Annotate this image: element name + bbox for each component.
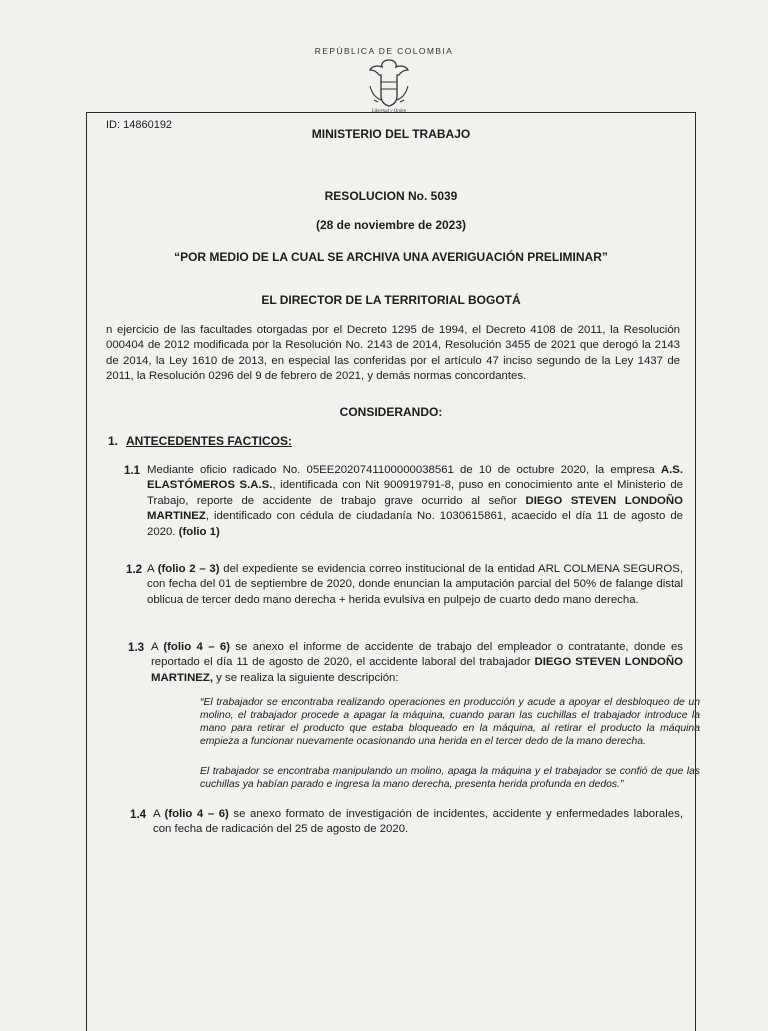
item-number: 1.1: [124, 464, 141, 477]
quote-paragraph-2: El trabajador se encontraba manipulando un molino, apaga la máquina y el trabajador se confió de que las cuchillas ya habían parado e ingresa la mano derecha, presenta herida profunda en dedos.”: [200, 766, 700, 790]
republica-header: REPÚBLICA DE COLOMBIA: [314, 46, 454, 56]
section-number: 1.: [108, 434, 119, 448]
motto-text: Libertad y Orden: [371, 109, 407, 114]
resolution-number: RESOLUCION No. 5039: [324, 189, 458, 203]
resolution-subject: “POR MEDIO DE LA CUAL SE ARCHIVA UNA AVERIGUACIÓN PRELIMINAR”: [174, 250, 608, 264]
paragraph-1-4: A (folio 4 – 6) se anexo formato de investigación de incidentes, accidente y enfermedades laborales, con fecha de radicación del 25 de agosto de 2020.: [153, 808, 683, 836]
intro-paragraph: n ejercicio de las facultades otorgadas por el Decreto 1295 de 1994, el Decreto 4108 de 2011, la Resolución 000404 de 2012 modificada por la Resolución No. 2143 de 2014, Resolución 3455 de 2021 que derogó la 2143 de 2014, la Ley 1610 de 2013, en especial las conferidas por el artículo 47 inciso segundo de la Ley 1437 de 2011, la Resolución 0296 del 9 de febrero de 2021, y demás normas concordantes.: [106, 324, 680, 383]
quote-paragraph-1: “El trabajador se encontraba realizando operaciones en producción y acude a apoyar el desbloqueo de un molino, el trabajador procede a apagar la máquina, cuando paran las cuchillas el trabajador introduce la mano para retirar el producto que estaba bloqueado en la máquina, al retirar el producto la máquina empieza a funcionar nuevamente ocasionando una herida en el tercer dedo de la mano derecha.: [200, 697, 700, 747]
considerando-heading: CONSIDERANDO:: [339, 405, 443, 419]
coat-of-arms-icon: [364, 56, 414, 114]
paragraph-1-2: A (folio 2 – 3) del expediente se evidencia correo institucional de la entidad ARL COLMENA SEGUROS, con fecha del 01 de septiembre de 2020, donde enuncian la amputación parcial del 50% de falange distal oblicua de tercer dedo mano derecha + herida evulsiva en pulpejo de cuarto dedo mano derecha.: [147, 563, 684, 606]
resolution-date: (28 de noviembre de 2023): [315, 218, 467, 232]
item-number: 1.2: [126, 563, 143, 576]
item-number: 1.4: [130, 808, 147, 821]
section-title: ANTECEDENTES FACTICOS:: [126, 434, 293, 448]
paragraph-1-3: A (folio 4 – 6) se anexo el informe de accidente de trabajo del empleador o contratante, donde es reportado el día 11 de agosto de 2020, el accidente laboral del trabajador DIEGO STEVEN LONDOÑO MARTINEZ, y se realiza la siguiente descripción:: [151, 641, 683, 684]
item-number: 1.3: [128, 641, 145, 654]
paragraph-1-1: Mediante oficio radicado No. 05EE2020741100000038561 de 10 de octubre 2020, la empresa A.S. ELASTÓMEROS S.A.S., identificada con Nit 900919791-8, puso en conocimiento ante el Ministerio de Trabajo, reporte de accidente de trabajo grave ocurrido al señor DIEGO STEVEN LONDOÑO MARTINEZ, identificado con cédula de ciudadanía No. 1030615861, acaecido el día 11 de agosto de 2020. (folio 1): [147, 464, 684, 538]
document-id: ID: 14860192: [106, 119, 173, 131]
director-title: EL DIRECTOR DE LA TERRITORIAL BOGOTÁ: [261, 293, 521, 307]
ministry-title: MINISTERIO DEL TRABAJO: [311, 127, 471, 141]
